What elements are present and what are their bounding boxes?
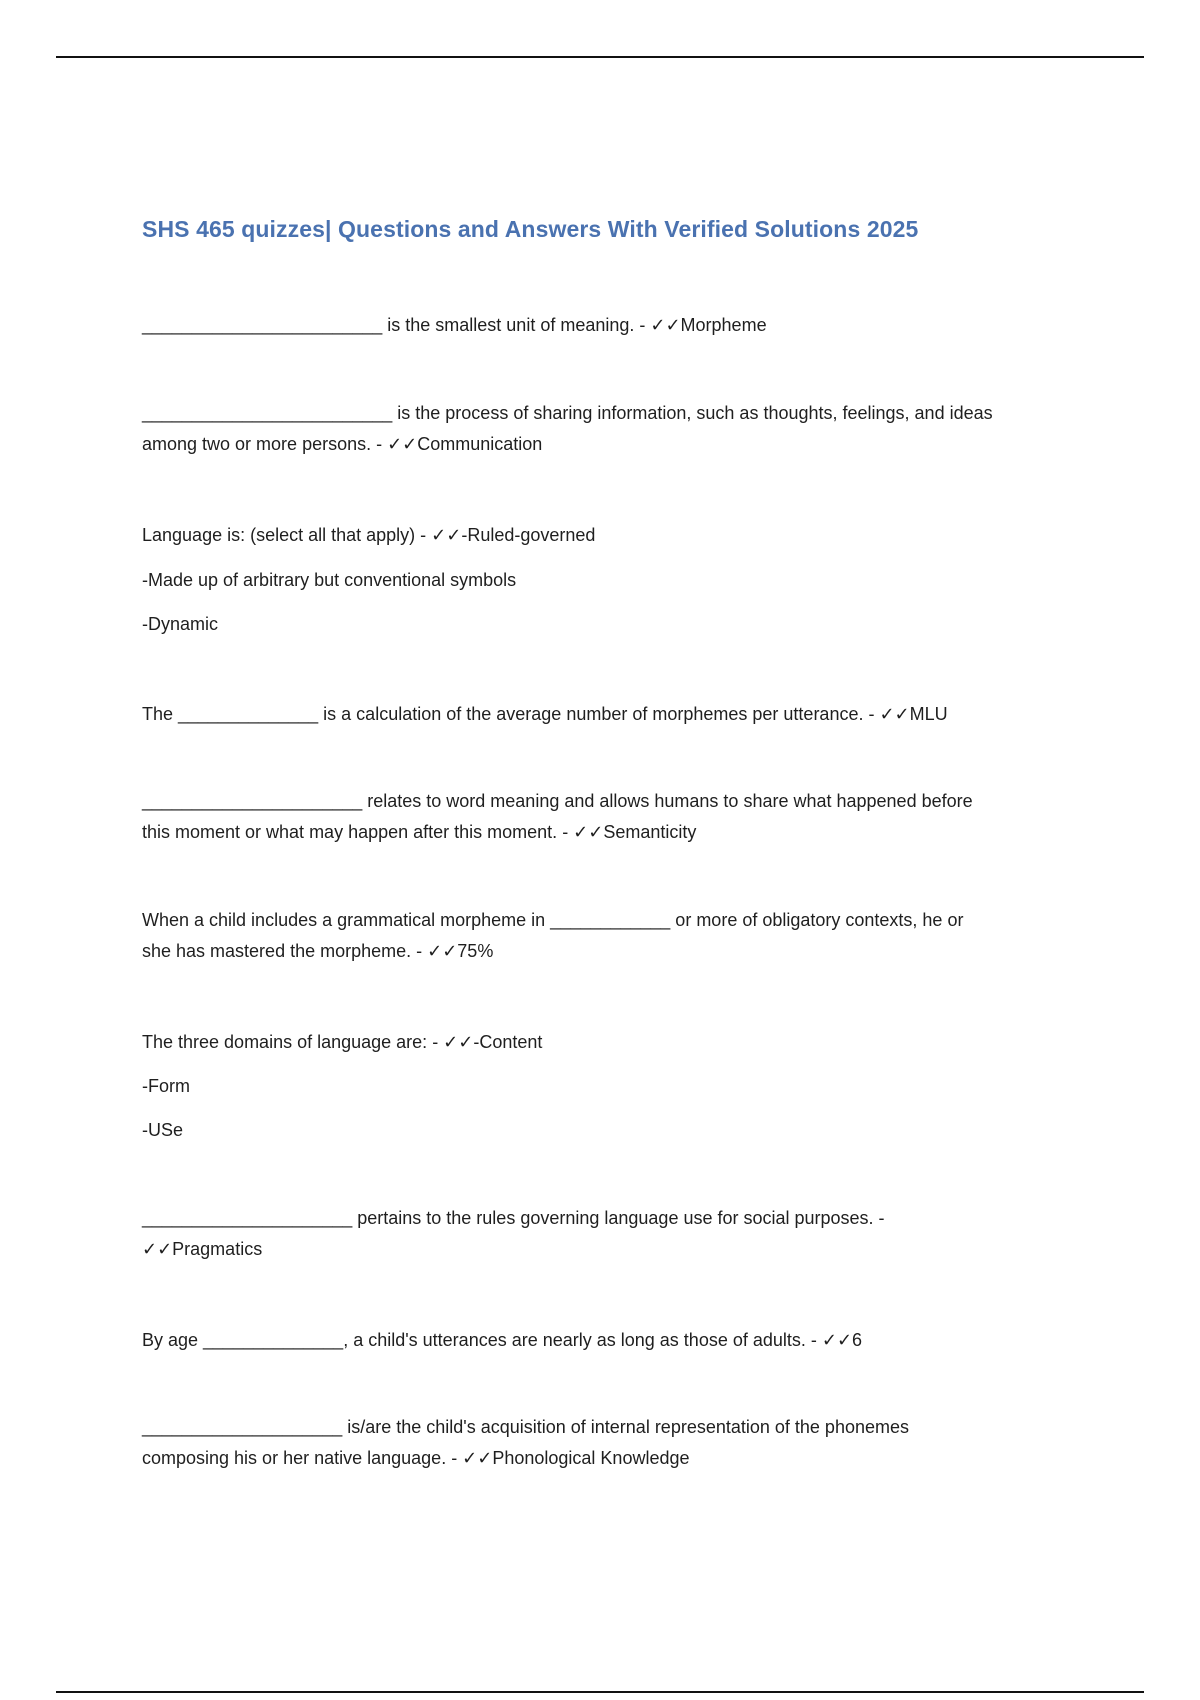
q8-line-2: ✓✓Pragmatics: [142, 1239, 263, 1259]
q2-line-1: _________________________ is the process of sharing information, such as thoughts, feelings, and ideas: [142, 403, 993, 423]
q5-line-2: this moment or what may happen after this moment. - ✓✓Semanticity: [142, 822, 697, 842]
footer-rule: [56, 1691, 1144, 1693]
q3-line-1: Language is: (select all that apply) - ✓✓-Ruled-governed: [142, 525, 596, 545]
q8-line-1: _____________________ pertains to the rules governing language use for social purposes. -: [142, 1208, 885, 1228]
header-rule: [56, 56, 1144, 58]
q6-line-1: When a child includes a grammatical morpheme in ____________ or more of obligatory contexts, he or: [142, 910, 964, 930]
q3-option-2: -Made up of arbitrary but conventional symbols: [142, 570, 517, 590]
q7-option-2: -Form: [142, 1076, 190, 1096]
q10-line-2: composing his or her native language. - ✓✓Phonological Knowledge: [142, 1448, 690, 1468]
q10-line-1: ____________________ is/are the child's acquisition of internal representation of the phonemes: [142, 1417, 909, 1437]
q2-line-2: among two or more persons. - ✓✓Communication: [142, 434, 543, 454]
q1-line: ________________________ is the smallest unit of meaning. - ✓✓Morpheme: [142, 315, 767, 335]
q6-line-2: she has mastered the morpheme. - ✓✓75%: [142, 941, 494, 961]
q7-line-1: The three domains of language are: - ✓✓-Content: [142, 1032, 543, 1052]
q7-option-3: -USe: [142, 1120, 184, 1140]
q3-option-3: -Dynamic: [142, 614, 219, 634]
q5-line-1: ______________________ relates to word meaning and allows humans to share what happened before: [142, 791, 973, 811]
q4-line: The ______________ is a calculation of the average number of morphemes per utterance. - ✓✓MLU: [142, 704, 948, 724]
q9-line: By age ______________, a child's utterances are nearly as long as those of adults. - ✓✓6: [142, 1330, 863, 1350]
document-title: SHS 465 quizzes| Questions and Answers With Verified Solutions 2025: [142, 216, 919, 242]
